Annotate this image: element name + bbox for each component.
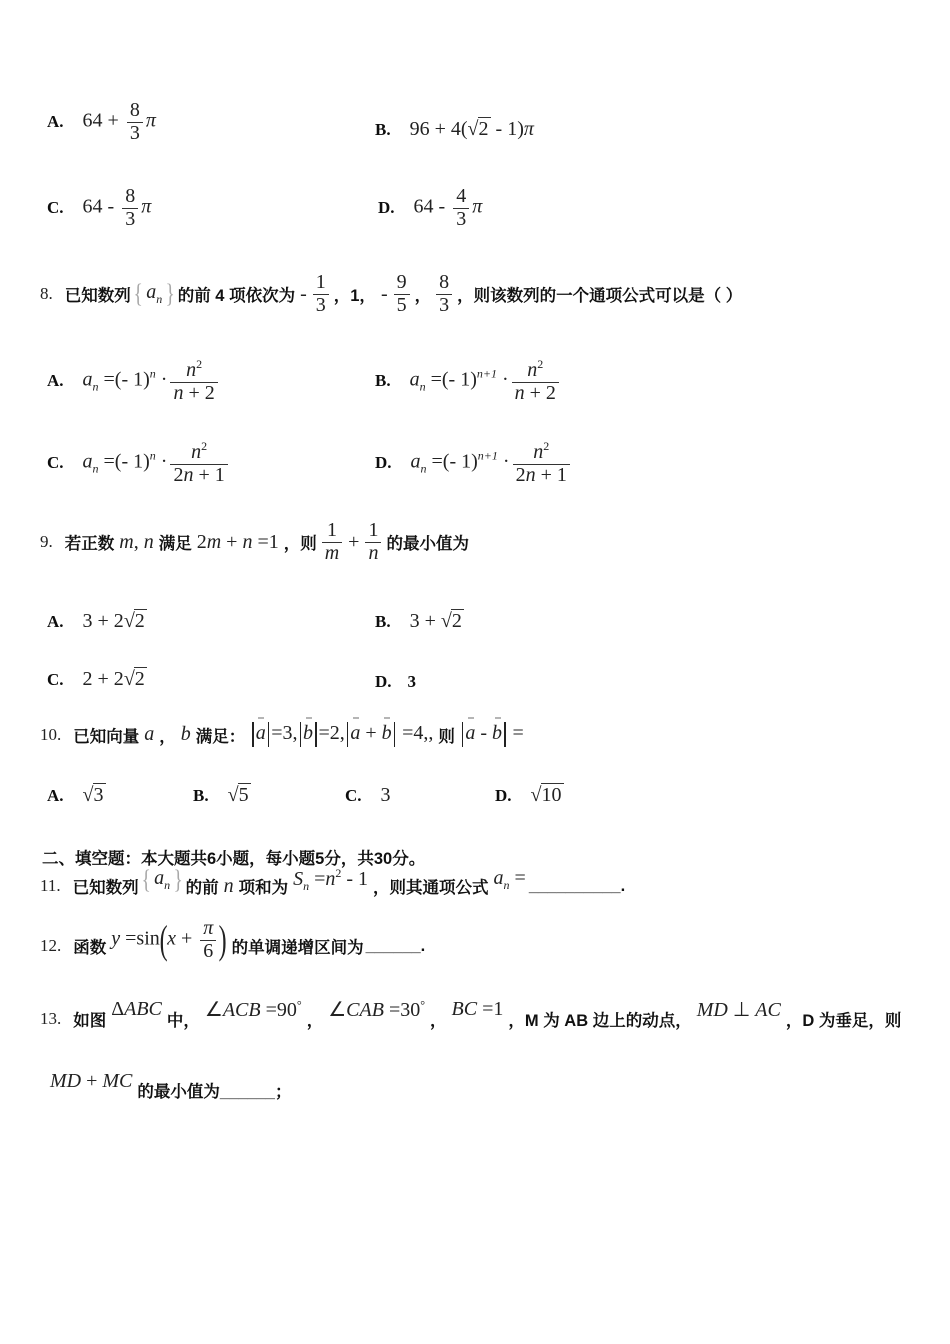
formula <box>83 358 221 404</box>
var-n: n <box>186 359 197 381</box>
paren-right: ) <box>218 917 227 963</box>
math-text: 3 + <box>409 610 441 632</box>
question-10-stem <box>40 722 527 747</box>
vector-b: b <box>492 722 503 745</box>
cn-text: ， <box>414 287 432 306</box>
cn-text: 如图 <box>73 1011 107 1030</box>
norm-bar <box>394 722 396 747</box>
option-label: D. <box>495 785 512 805</box>
question-9-option-d <box>375 672 432 692</box>
cn-text: 的前 4 项依次为 <box>177 287 296 306</box>
sequence-symbol <box>154 867 170 893</box>
square-root <box>124 667 147 690</box>
denominator: 3 <box>436 294 452 317</box>
option-label: B. <box>375 611 391 631</box>
numerator: 8 <box>125 185 136 207</box>
option-label: D. <box>375 672 392 691</box>
var-n: n <box>143 530 154 553</box>
cn-text: 的最小值为______； <box>137 1083 292 1101</box>
math-text: = <box>507 722 524 745</box>
fraction <box>513 440 570 486</box>
section-2-header <box>40 845 427 869</box>
numerator: 1 <box>315 271 326 293</box>
radicand: 2 <box>134 610 145 632</box>
fraction <box>394 272 410 316</box>
radical-sign: √ <box>82 784 93 806</box>
math-text: 96 + 4( <box>409 118 468 140</box>
square-root <box>468 117 491 140</box>
formula <box>83 440 231 486</box>
question-13-line-1 <box>40 998 903 1031</box>
cn-text: 已知向量 <box>73 727 140 746</box>
cn-text: 已知数列 <box>72 879 139 897</box>
question-9-option-b <box>375 610 467 633</box>
math-text: - 1 <box>341 868 369 890</box>
norm-bar <box>268 722 270 747</box>
general-term <box>494 867 526 893</box>
numerator: 8 <box>129 99 140 121</box>
math-text: =2, <box>318 722 345 745</box>
segment-ac: AC <box>755 999 781 1021</box>
exponent: n+1 <box>477 448 498 463</box>
numerator: π <box>203 917 214 939</box>
paren-left: ( <box>159 917 168 963</box>
cn-text: 满足： <box>195 727 246 746</box>
brace-left: { <box>133 279 143 309</box>
var-m: m <box>119 530 134 553</box>
vector-b: b <box>303 722 314 745</box>
triangle-abc <box>111 998 162 1021</box>
answer-blank: __________. <box>528 876 626 895</box>
den-var: n <box>183 463 194 486</box>
exponent: n <box>149 448 156 463</box>
question-10-option-b <box>193 784 254 807</box>
fraction <box>170 358 217 404</box>
degree-symbol: ° <box>420 998 426 1012</box>
question-number: 11. <box>40 876 61 895</box>
vector-b: b <box>381 722 392 745</box>
den-rest: + 1 <box>535 463 567 486</box>
norm-bar <box>300 722 302 747</box>
question-7-option-b <box>375 118 537 141</box>
var-n: n <box>325 868 336 890</box>
angle-letters: CAB <box>346 999 384 1021</box>
formula <box>414 186 483 230</box>
var-y: y <box>111 927 121 950</box>
option-label: A. <box>47 785 64 805</box>
exponent-2: 2 <box>196 357 203 371</box>
var-n: n <box>242 530 253 553</box>
minus-sign: - <box>380 282 388 305</box>
math-text: 64 - <box>413 195 451 218</box>
fraction <box>122 186 138 230</box>
square-root <box>124 609 147 632</box>
math-text: =(- 1) <box>98 368 150 391</box>
numerator: 1 <box>368 519 379 541</box>
option-label: C. <box>47 453 64 473</box>
option-value: 3 <box>380 784 391 806</box>
exponent: n+1 <box>476 366 497 381</box>
math-text: 64 - <box>82 195 120 218</box>
sum-formula <box>293 866 368 894</box>
radical-sign: √ <box>123 668 134 690</box>
math-text: =4,, <box>397 722 434 745</box>
den-var: n <box>173 381 184 404</box>
cn-text: 满足 <box>158 535 192 554</box>
numerator: 4 <box>456 185 467 207</box>
dot-operator: · <box>155 450 168 473</box>
cn-text: 若正数 <box>64 535 115 554</box>
plus-sign: + <box>175 927 198 950</box>
radicand: 2 <box>451 610 462 632</box>
denominator: m <box>322 542 342 565</box>
dot-operator: · <box>496 368 509 391</box>
segment-bc: BC <box>451 998 478 1020</box>
numerator: 8 <box>439 271 450 293</box>
dot-operator: · <box>497 450 510 473</box>
var-a: a <box>154 867 165 889</box>
pi-symbol: π <box>145 109 156 132</box>
exponent: n <box>149 366 156 381</box>
math-text: =3, <box>271 722 298 745</box>
square-root <box>531 784 564 807</box>
question-9-option-c <box>47 668 150 691</box>
condition <box>197 531 279 554</box>
radical-sign: √ <box>123 610 134 632</box>
norm-bar <box>462 722 464 747</box>
subscript-n: n <box>419 379 426 394</box>
denominator: 3 <box>127 122 143 145</box>
degree-symbol: ° <box>296 998 302 1012</box>
denominator: 5 <box>394 294 410 317</box>
square-root <box>228 784 251 807</box>
answer-blank: ______. <box>365 936 426 955</box>
question-8-stem <box>40 272 744 316</box>
denominator <box>513 464 570 487</box>
formula <box>119 531 153 554</box>
vertices: ABC <box>124 998 162 1020</box>
fraction <box>200 918 216 962</box>
square-root <box>83 784 106 807</box>
vector-a: a <box>350 722 361 745</box>
math-text: =1 <box>252 530 279 553</box>
fraction <box>313 272 329 316</box>
radicand: 2 <box>478 118 489 140</box>
angle-symbol: ∠ <box>328 999 347 1021</box>
var-n: n <box>527 359 538 381</box>
sequence-symbol <box>146 281 162 307</box>
option-value: 3 <box>407 672 417 691</box>
vector-a: a <box>144 723 155 745</box>
norm-bar <box>504 722 506 747</box>
subscript-n: n <box>92 461 99 476</box>
vector-a: a <box>465 722 476 745</box>
math-text: =90 <box>260 999 297 1021</box>
option-label: D. <box>375 453 392 473</box>
var-x: x <box>167 927 176 950</box>
numerator <box>513 440 570 464</box>
question-10-option-a <box>47 784 109 807</box>
option-label: C. <box>47 669 64 689</box>
cn-text: ，则 <box>283 535 317 554</box>
math-text: 2 + 2 <box>82 668 124 690</box>
plus-sign: + <box>348 530 360 553</box>
math-text: =sin <box>120 927 160 950</box>
triangle-symbol: Δ <box>111 998 125 1020</box>
dot-operator: · <box>155 368 168 391</box>
denominator <box>170 382 217 405</box>
question-8-option-c <box>47 440 234 486</box>
radical-sign: √ <box>530 784 541 806</box>
angle-acb <box>205 997 302 1022</box>
denominator: 3 <box>122 208 138 231</box>
perpendicular-symbol: ⊥ <box>727 999 756 1021</box>
option-label: B. <box>375 371 391 391</box>
question-10-option-d <box>495 784 567 807</box>
den-var: n <box>514 381 525 404</box>
radical-sign: √ <box>440 610 451 632</box>
radicand: 5 <box>238 784 249 806</box>
subscript-n: n <box>164 878 171 892</box>
plus-sign: + <box>81 1069 103 1092</box>
norm-bar <box>347 722 349 747</box>
question-7-option-a <box>47 100 159 144</box>
question-12 <box>40 917 426 968</box>
md-perp-ac <box>697 997 781 1022</box>
math-text: , <box>133 530 144 553</box>
question-9-stem <box>40 520 471 564</box>
cn-text: ，M 为 AB 边上的动点， <box>508 1011 692 1030</box>
denominator: 3 <box>453 208 469 231</box>
cn-text: ， <box>306 1011 324 1030</box>
segment-md: MD <box>696 999 728 1021</box>
minus-sign: - <box>300 282 307 305</box>
vector-b: b <box>180 723 191 745</box>
norm-equations <box>250 722 433 747</box>
math-text: 3 + 2 <box>82 610 124 632</box>
cn-text: 函数 <box>73 939 107 958</box>
math-text: =1 <box>477 998 504 1020</box>
var-a: a <box>493 867 504 889</box>
formula <box>83 186 152 230</box>
formula <box>411 440 573 486</box>
subscript-n: n <box>503 878 510 892</box>
var-S: S <box>293 868 304 890</box>
plus-sign: + <box>360 722 382 745</box>
question-number: 13. <box>40 1008 62 1028</box>
cn-text: ， <box>159 727 176 746</box>
den-coef: 2 <box>173 463 184 486</box>
math-text: =30 <box>383 999 421 1021</box>
question-8-option-b <box>375 358 565 404</box>
subscript-n: n <box>303 879 310 893</box>
math-text: =(- 1) <box>98 450 150 473</box>
exponent-2: 2 <box>543 439 550 453</box>
math-text: 2 <box>196 530 207 553</box>
var-a: a <box>146 281 157 304</box>
var-a: a <box>82 450 93 473</box>
exponent-2: 2 <box>335 866 342 880</box>
option-label: A. <box>47 371 64 391</box>
question-10-option-c <box>345 784 394 807</box>
question-7-option-c <box>47 186 154 230</box>
fraction <box>512 358 559 404</box>
pi-symbol: π <box>141 195 152 218</box>
vector-a: a <box>255 722 266 745</box>
radical-sign: √ <box>227 784 238 806</box>
norm-bar <box>252 722 254 747</box>
var-a: a <box>409 368 420 391</box>
segment-md: MD <box>50 1069 82 1092</box>
numerator: 9 <box>396 271 407 293</box>
angle-cab <box>328 997 425 1022</box>
subscript-n: n <box>420 461 427 476</box>
question-11 <box>40 865 626 900</box>
formula <box>83 610 147 633</box>
math-text: =(- 1) <box>426 450 478 473</box>
pi-symbol: π <box>472 195 483 218</box>
radicand: 2 <box>134 668 145 690</box>
cn-text: ，1， <box>333 287 376 306</box>
question-8-option-d <box>375 440 576 486</box>
fraction <box>436 272 452 316</box>
question-9-option-a <box>47 610 150 633</box>
cn-text: 已知数列 <box>64 287 131 306</box>
option-label: C. <box>47 198 64 218</box>
cn-text: 则 <box>438 727 455 746</box>
angle-letters: ACB <box>222 999 261 1021</box>
den-var: n <box>525 463 536 486</box>
den-rest: + 1 <box>193 463 225 486</box>
exponent-2: 2 <box>201 439 208 453</box>
pi-symbol: π <box>523 118 534 140</box>
denominator <box>170 464 227 487</box>
question-number: 10. <box>40 724 62 744</box>
radical-sign: √ <box>467 118 478 140</box>
fraction <box>127 100 143 144</box>
var-n: n <box>223 874 234 897</box>
fraction <box>170 440 227 486</box>
section-title: 二、填空题：本大题共6小题，每小题5分，共30分。 <box>42 850 426 868</box>
formula <box>410 118 534 141</box>
fraction <box>322 520 342 564</box>
brace-left: { <box>141 865 151 894</box>
option-label: C. <box>345 785 362 805</box>
denominator: 3 <box>313 294 329 317</box>
minus-sign: - <box>475 722 493 745</box>
fraction <box>453 186 469 230</box>
subscript-n: n <box>156 292 163 307</box>
math-text: + <box>221 530 243 553</box>
md-plus-mc <box>50 1070 132 1093</box>
math-text: - 1) <box>490 118 524 140</box>
exponent-2: 2 <box>537 357 544 371</box>
norm-bar <box>315 722 317 747</box>
numerator: 1 <box>326 519 337 541</box>
formula <box>410 610 464 633</box>
question-8-option-a <box>47 358 224 404</box>
var-m: m <box>206 530 222 553</box>
cn-text: ，则其通项公式 <box>373 879 489 897</box>
function-formula <box>111 918 226 962</box>
angle-symbol: ∠ <box>204 999 223 1021</box>
bc-equals-1 <box>452 998 504 1021</box>
denominator: n <box>365 542 381 565</box>
cn-text: 项和为 <box>238 879 289 897</box>
formula <box>410 358 562 404</box>
radicand: 10 <box>541 784 562 806</box>
subscript-n: n <box>92 379 99 394</box>
option-label: A. <box>47 611 64 631</box>
radicand: 3 <box>93 784 104 806</box>
math-text: =(- 1) <box>425 368 477 391</box>
fraction <box>365 520 381 564</box>
cn-text: 的单调递增区间为 <box>231 939 364 958</box>
var-a: a <box>82 368 93 391</box>
math-text: = <box>509 867 526 889</box>
cn-text: ，则该数列的一个通项公式可以是（ ） <box>457 287 743 306</box>
option-label: A. <box>47 112 64 132</box>
denominator: 6 <box>200 940 216 963</box>
brace-right: } <box>165 279 176 309</box>
den-rest: + 2 <box>183 381 215 404</box>
formula <box>83 668 147 691</box>
question-number: 12. <box>40 936 62 956</box>
question-13-line-2 <box>47 1069 293 1102</box>
var-n: n <box>191 441 202 463</box>
cn-text: ， <box>430 1011 447 1030</box>
den-rest: + 2 <box>524 381 556 404</box>
norm-difference <box>460 722 524 747</box>
question-7-option-d <box>378 186 485 230</box>
var-n: n <box>533 441 544 463</box>
option-label: D. <box>378 198 395 218</box>
numerator <box>170 440 227 464</box>
numerator <box>170 358 217 382</box>
numerator <box>512 358 559 382</box>
math-text: = <box>309 868 326 890</box>
cn-text: 的最小值为 <box>386 535 469 554</box>
var-a: a <box>410 450 421 473</box>
cn-text: 中， <box>166 1011 200 1030</box>
option-label: B. <box>193 785 209 805</box>
square-root <box>441 609 464 632</box>
question-number: 8. <box>40 284 53 304</box>
formula <box>83 100 156 144</box>
segment-mc: MC <box>102 1069 133 1092</box>
cn-text: 的前 <box>185 879 219 897</box>
option-label: B. <box>375 119 391 139</box>
brace-right: } <box>173 865 184 894</box>
cn-text: ，D 为垂足，则 <box>785 1011 902 1030</box>
denominator <box>512 382 559 405</box>
math-text: 64 + <box>82 109 124 132</box>
den-coef: 2 <box>515 463 526 486</box>
question-number: 9. <box>40 532 53 552</box>
